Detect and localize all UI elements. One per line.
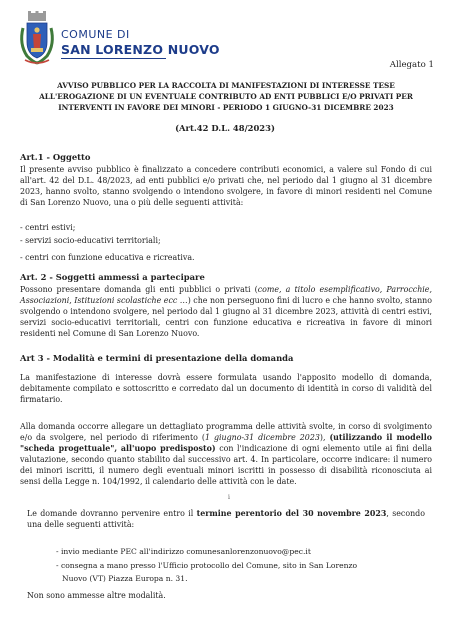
art3-paragraph-2 bbox=[20, 421, 432, 488]
text-run: ) che non perseguono fini di lucro e che hanno svolto, stanno svolgendo o intendono svolgere, nel periodo dal 1 giugno al 31 dicembre 2023, attività di centri estivi, servizi socio-educativi territoriali, centri con funzione educativa e ricreativa in favore di minori residenti nel Comune di San Lorenzo Nuovo. bbox=[20, 296, 433, 339]
text-run: con l'indicazione di ogni elemento utile ai fini della valutazione, secondo quanto stabilito dal successivo art. 4. In particolare, occorre indicare: il numero dei minori iscritti, il numero degli eventuali minori iscritti in possesso di disabilità riconosciuta ai sensi della Legge n. 104/1992, il calendario delle attività con le date. bbox=[20, 444, 433, 487]
text-run: Alla domanda occorre allegare un dettagliato programma delle attività svolte, in corso di svolgimento e/o da svolgere, nel periodo di riferimento ( bbox=[20, 422, 432, 443]
art2-paragraph bbox=[20, 284, 432, 339]
text-run: , secondo una delle seguenti attività: bbox=[27, 509, 425, 530]
art3-paragraph-1: La manifestazione di interesse dovrà essere formulata usando l'apposito modello di domanda, debitamente compilato e sottoscritto e corredato dal un documento di identità in corso di validità del firmatario. bbox=[20, 373, 432, 405]
section-heading-art1: Art.1 - Oggetto bbox=[20, 152, 91, 162]
header-logo bbox=[17, 10, 220, 66]
document-title bbox=[38, 80, 414, 113]
title-line: ALL'EROGAZIONE DI UN EVENTUALE CONTRIBUTO AD ENTI PUBBLICI E/O PRIVATI PER bbox=[39, 92, 413, 101]
attachment-label: Allegato 1 bbox=[389, 60, 434, 70]
coat-of-arms-icon bbox=[17, 10, 57, 66]
list-item: - invio mediante PEC all'indirizzo comunesanlorenzonuovo@pec.it bbox=[56, 547, 311, 556]
closing-line: Non sono ammesse altre modalità. bbox=[27, 591, 166, 600]
text-run-italic: come, a titolo esemplificativo, Parrocchie, Associazioni, Istituzioni scolastiche ecc … bbox=[20, 285, 432, 306]
section-heading-art2: Art. 2 - Soggetti ammessi a partecipare bbox=[20, 272, 205, 282]
org-name: SAN LORENZO NUOVO bbox=[61, 42, 220, 57]
text-run-bold: termine perentorio del 30 novembre 2023 bbox=[196, 509, 387, 518]
org-label: COMUNE DI bbox=[61, 28, 130, 41]
text-run: Possono presentare domanda gli enti pubblici o privati ( bbox=[20, 285, 258, 294]
list-item: - centri con funzione educativa e ricreativa. bbox=[20, 253, 195, 262]
art3-paragraph-3 bbox=[27, 508, 425, 530]
text-run-italic: 1 giugno-31 dicembre 2023 bbox=[204, 433, 320, 443]
text-run: ), bbox=[319, 433, 330, 443]
text-run-bold: (utilizzando il modello "scheda progettuale", all'uopo predisposto) bbox=[20, 433, 432, 454]
title-line: INTERVENTI IN FAVORE DEI MINORI - PERIODO 1 GIUGNO-31 DICEMBRE 2023 bbox=[58, 103, 394, 112]
title-line: AVVISO PUBBLICO PER LA RACCOLTA DI MANIFESTAZIONI DI INTERESSE TESE bbox=[57, 81, 395, 90]
text-run: Le domande dovranno pervenire entro il bbox=[27, 509, 197, 518]
stray-mark: i bbox=[228, 494, 230, 501]
header-rule bbox=[61, 58, 166, 59]
section-heading-art3: Art 3 - Modalità e termini di presentazione della domanda bbox=[20, 353, 294, 363]
list-item: Nuovo (VT) Piazza Europa n. 31. bbox=[62, 574, 188, 583]
list-item: - servizi socio-educativi territoriali; bbox=[20, 236, 161, 245]
list-item: - consegna a mano presso l'Ufficio protocollo del Comune, sito in San Lorenzo bbox=[56, 561, 358, 570]
document-subtitle: (Art.42 D.L. 48/2023) bbox=[175, 123, 275, 133]
art1-paragraph: Il presente avviso pubblico è finalizzato a concedere contributi economici, a valere sul Fondo di cui all'art. 42 del D.L. 48/2023, ad enti pubblici e/o privati che, nel periodo dal 1 giugno al 31 dicembre 2023, hanno svolto, stanno svolgendo o intendono svolgere, in favore di minori residenti nel Comune di San Lorenzo Nuovo, una o più delle seguenti attività: bbox=[20, 165, 432, 208]
list-item: - centri estivi; bbox=[20, 223, 76, 232]
